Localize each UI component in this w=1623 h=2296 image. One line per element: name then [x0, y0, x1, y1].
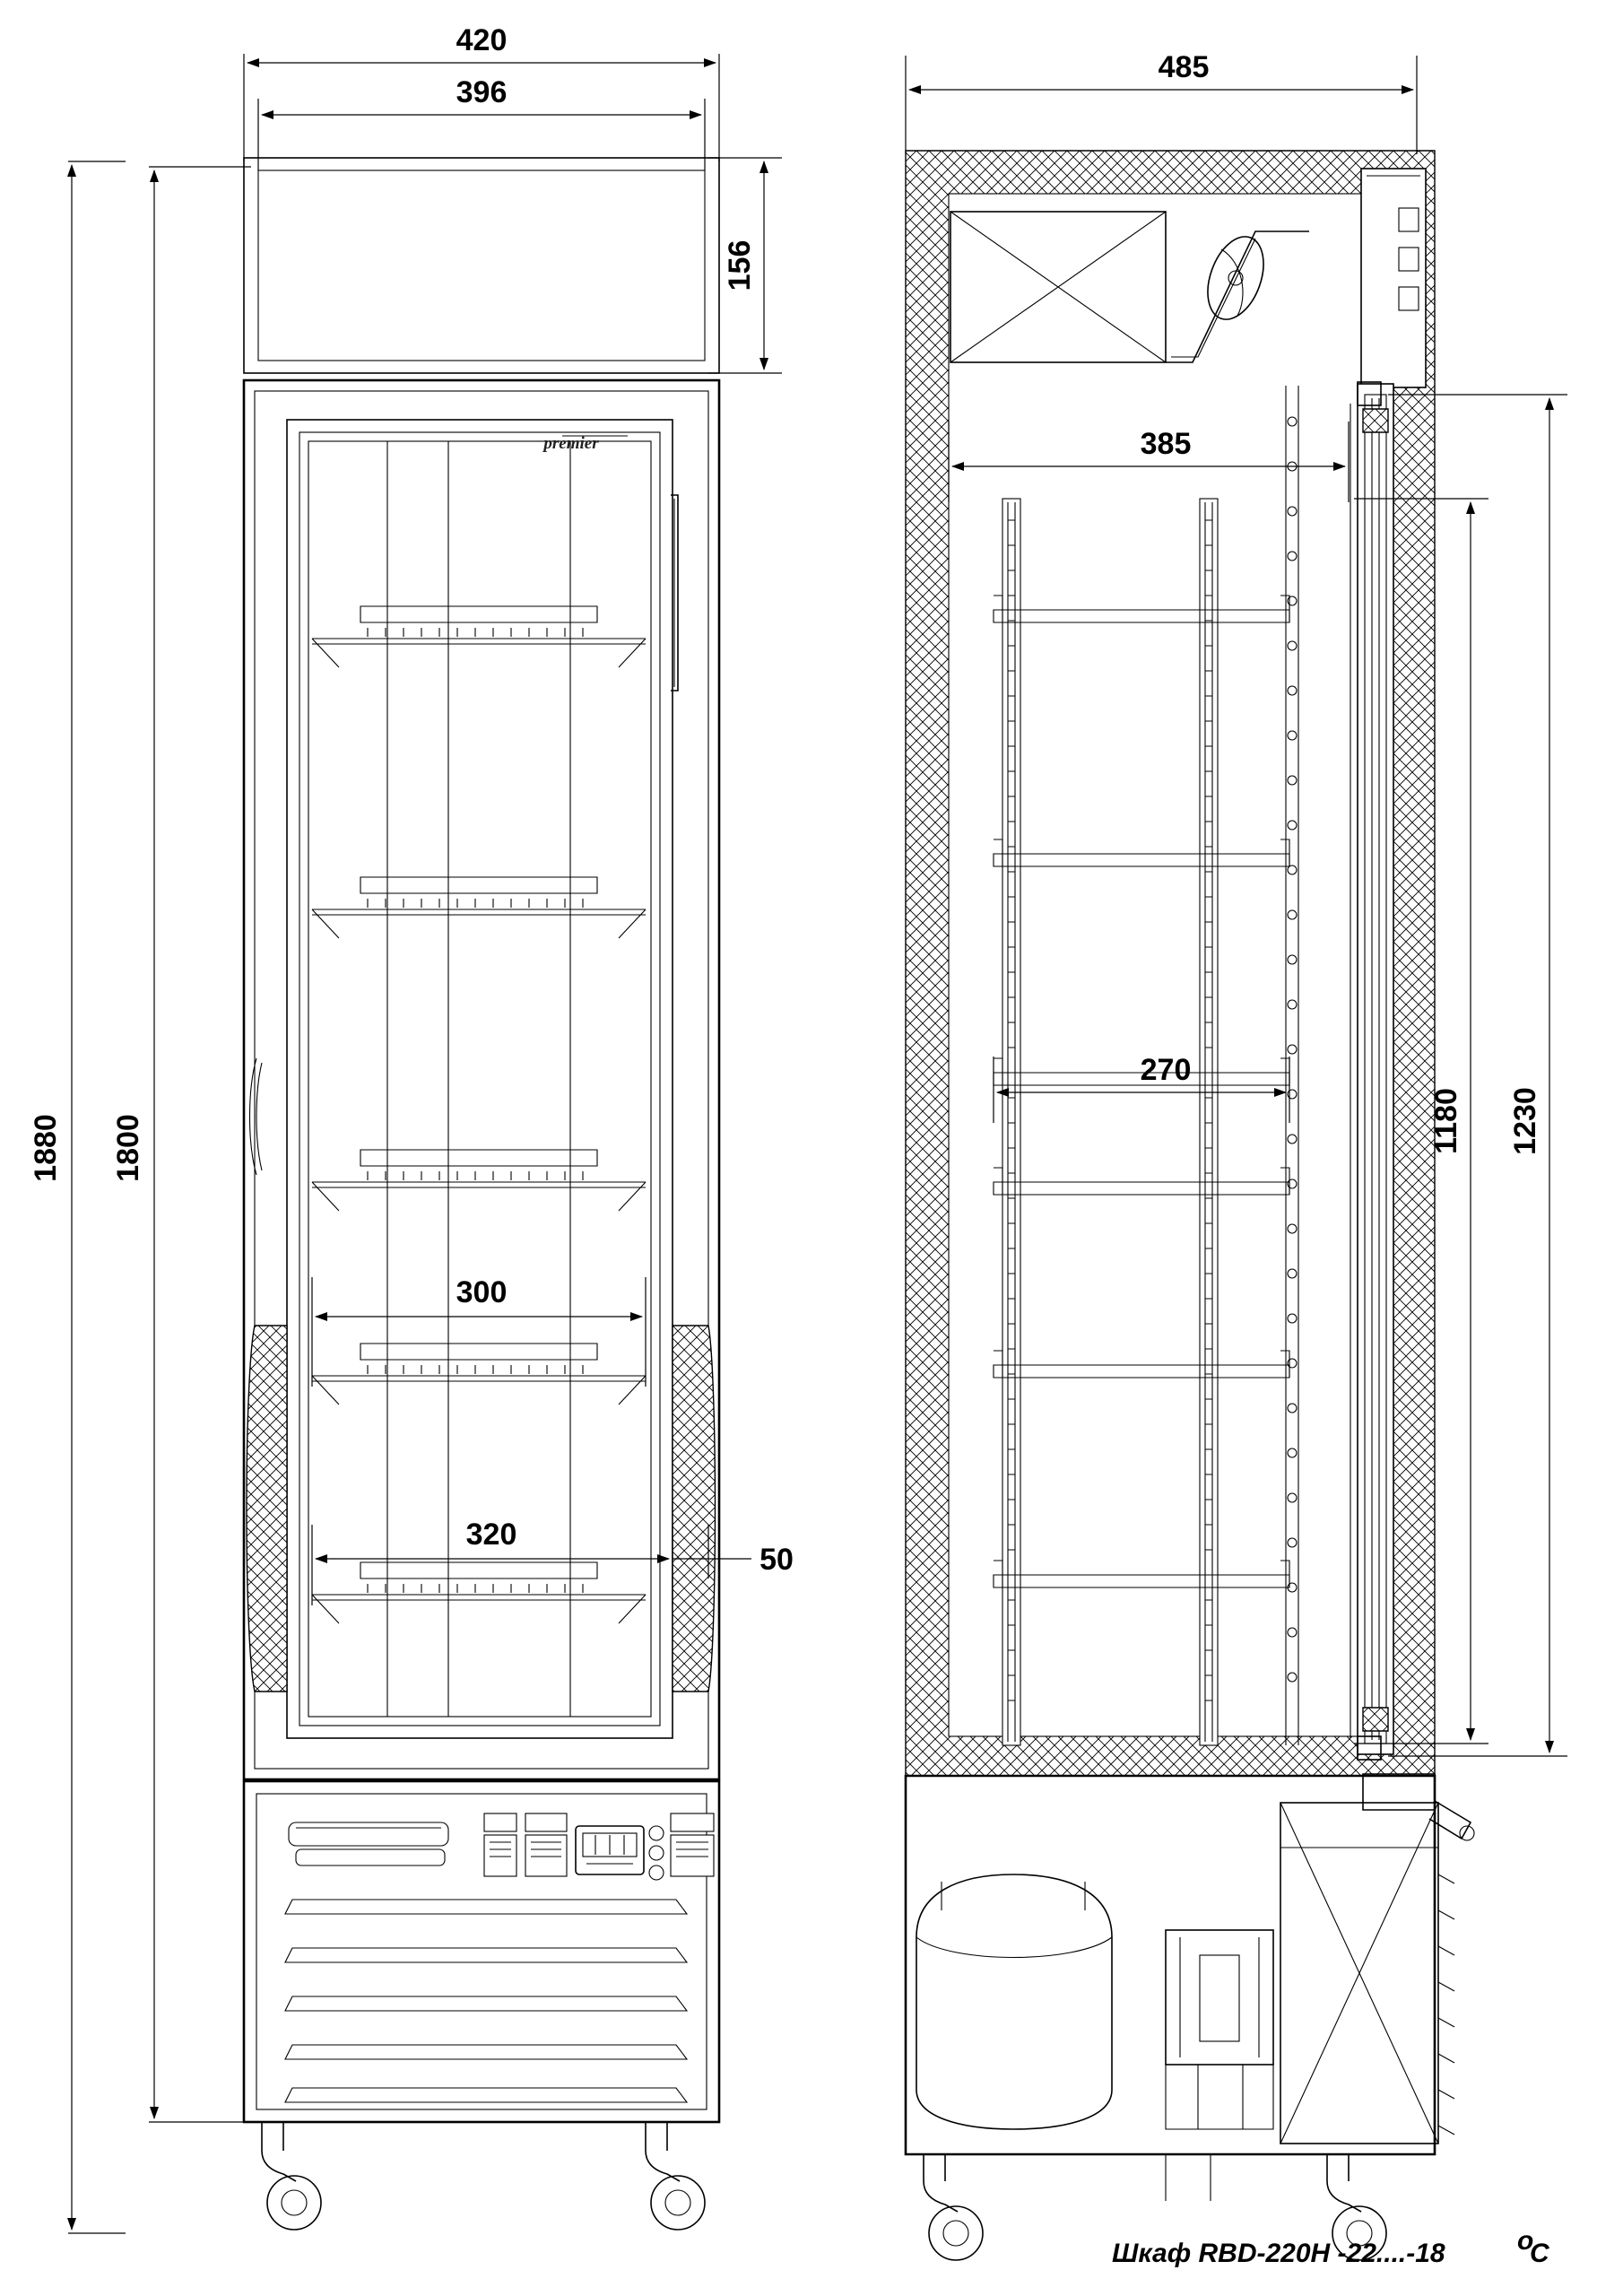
- dim-270: 270: [1140, 1053, 1192, 1087]
- dim-420: 420: [456, 23, 508, 57]
- hinge-detail: [1363, 1774, 1474, 1840]
- dim-300: 300: [456, 1275, 508, 1309]
- machine-compartment-section: [906, 1774, 1474, 2201]
- drawing-caption: [1112, 2226, 1550, 2268]
- dim-485: 485: [1158, 50, 1210, 84]
- condenser-unit: [1166, 1930, 1273, 2129]
- machine-compartment: [244, 1781, 719, 2122]
- front-elevation: [29, 23, 794, 2233]
- brand-label: premier: [543, 434, 599, 453]
- condenser-coil: [1280, 1803, 1438, 2144]
- dim-1880: 1880: [29, 1114, 63, 1182]
- side-section: [906, 50, 1567, 2260]
- dim-156: 156: [723, 239, 757, 291]
- caption-degree: o: [1517, 2226, 1534, 2256]
- caption-unit: C: [1530, 2239, 1549, 2268]
- dim-1800: 1800: [111, 1114, 145, 1182]
- dim-1180: 1180: [1429, 1088, 1463, 1154]
- cabinet-shell-section: [906, 151, 1435, 1776]
- dim-385: 385: [1140, 427, 1192, 461]
- castor-group-front: [262, 2122, 705, 2230]
- dim-1230: 1230: [1508, 1087, 1542, 1155]
- compressor: [916, 1874, 1112, 2129]
- canopy-panel: [244, 158, 719, 373]
- dim-320: 320: [465, 1518, 517, 1552]
- dim-50: 50: [759, 1543, 794, 1577]
- caption-text: Шкаф RBD-220H -22....-18: [1112, 2239, 1445, 2268]
- dim-396: 396: [456, 75, 508, 109]
